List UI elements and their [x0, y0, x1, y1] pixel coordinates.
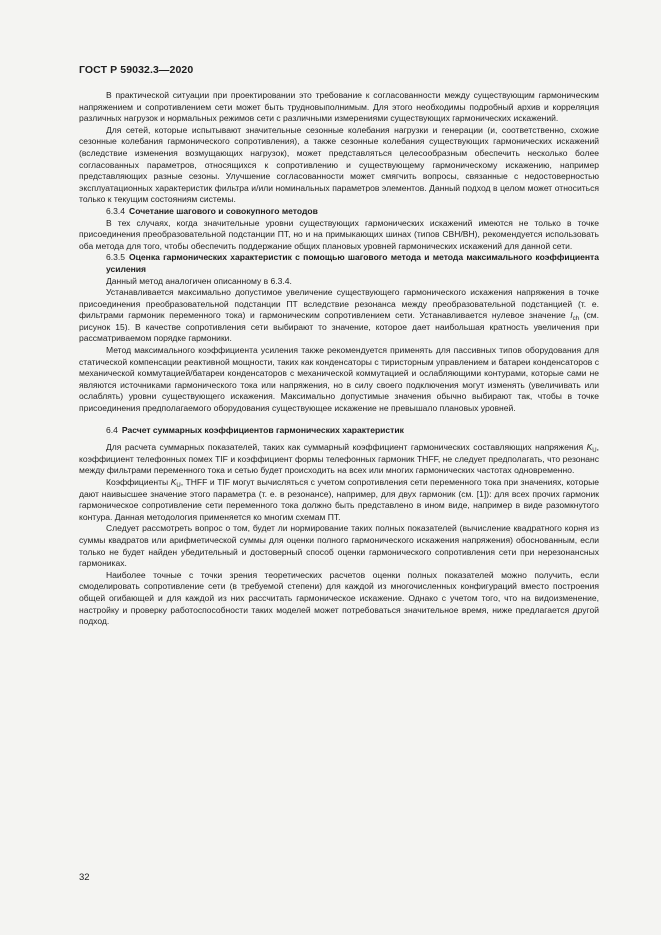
- document-code-header: ГОСТ Р 59032.3—2020: [79, 64, 194, 76]
- paragraph-text: , THFF и TIF могут вычисляться с учетом сопротивления сети переменного тока при значениях, которые дают наивысшее значение этого параметра (т. е. в резонансе), например, для двух гармоник (см. [1]): для всех прочих гармоник гармоническое сопротивление сети переменного тока должно быть представлено в ином виде, например в виде разомкнутого контура. Данная методология применяется ко многим схемам ПТ.: [79, 477, 599, 522]
- paragraph: В практической ситуации при проектировании это требование к согласованности между существующим гармоническим напряжением и сопротивлением сети может быть трудновыполнимым. Для этого необходимы подробный архив и корреляция различных нагрузок и нормальных режимов сети с различными измерениями существующих гармонических искажений.: [79, 90, 599, 124]
- paragraph: Наиболее точные с точки зрения теоретических расчетов оценки полных показателей можно получить, если смоделировать сопротивление сети (в требуемой степени) для каждой из многочисленных конфигураций вместо построения общей огибающей и для каждой из них рассчитать гармоническое искажение. Однако с учетом того, что на видоизменение, настройку и проверку работоспособности таких моделей может потребоваться значительное время, ниже предлагается другой подход.: [79, 569, 599, 627]
- symbol-subscript: сh: [572, 316, 579, 323]
- paragraph: [79, 287, 599, 345]
- section-number: 6.4: [106, 424, 118, 435]
- document-body: [79, 90, 599, 628]
- paragraph: Данный метод аналогичен описанному в 6.3.4.: [106, 275, 292, 286]
- subsection-heading-6-3-4: [79, 206, 599, 218]
- subsection-heading-6-3-5: [79, 252, 599, 275]
- paragraph: Для сетей, которые испытывают значительные сезонные колебания нагрузки и генерации (и, соответственно, схожие сезонные колебания гармонического сопротивления), а также сезонные колебания существующих гармонических искажений (вследствие изменения возмущающих нагрузок), может представляться целесообразным обеспечить несколько более согласованных параметров, относящихся к сопротивлению и существующему гармоническому искажению, например представляющих разные сезоны. Улучшение согласованности может смягчить вопросы, связанные с недостоверностью эксплуатационных характеристик фильтра и/или номинальных параметров элементов. Данный подход в целом может относиться только к текущим состояниям системы.: [79, 124, 599, 205]
- symbol: K: [170, 477, 177, 487]
- paragraph-text: Для расчета суммарных показателей, таких как суммарный коэффициент гармонических составляющих напряжения: [106, 442, 587, 453]
- symbol: I: [570, 310, 573, 321]
- subsection-number: 6.3.4: [106, 205, 126, 216]
- paragraph: Метод максимального коэффициента усиления также рекомендуется применять для пассивных типов оборудования для статической компенсации реактивной мощности, таких как конденсаторы с тиристорным управлением и батареи конденсаторов с механической коммутацией/батареи конденсаторов с механической коммутацией и ослабляющими контурами, которые сами не являются источниками гармонического тока или напряжения, но в силу своего подключения могут изменять (увеличивать или ослаблять) уровни существующего искажения. Максимально допустимые значения обычно выбирают так, чтобы в точке присоединения предполагаемого оборудования существующее искажение не превышало плановых уровней.: [79, 345, 599, 414]
- subsection-title: Оценка гармонических характеристик с помощью шагового метода и метода максимального коэффициента усиления: [106, 252, 599, 274]
- symbol: K: [586, 442, 593, 453]
- paragraph-text: , коэффициент телефонных помех TIF и коэффициент формы телефонных гармоник THFF, не следует предполагать, что резонанс между фильтрами переменного тока и сетью будет происходить на всех или многих гармонических частотах одновременно.: [79, 442, 599, 476]
- paragraph-text: Коэффициенты: [106, 477, 171, 487]
- subsection-number: 6.3.5: [106, 252, 126, 263]
- paragraph: [79, 477, 599, 523]
- paragraph-text: (см. рисунок 15). В качестве сопротивления сети выбирают то значение, которое дает наибольшая кратность увеличения при рассматриваемом порядке гармоники.: [79, 310, 599, 344]
- symbol-subscript: U: [176, 483, 181, 489]
- page-number: 32: [79, 872, 90, 883]
- paragraph-text: Устанавливается максимально допустимое увеличение существующего гармонического искажения напряжения в точке присоединения преобразовательной подстанции ПТ вследствие резонанса между преобразовательной подстанцией (т. е. фильтрами гармоник переменного тока) и гармоническим сопротивлением сети. Устанавливается нулевое значение: [79, 287, 599, 321]
- subsection-title: Сочетание шагового и совокупного методов: [129, 205, 318, 216]
- section-title: Расчет суммарных коэффициентов гармонических характеристик: [121, 424, 404, 435]
- paragraph: В тех случаях, когда значительные уровни существующих гармонических искажений имеются не только в точке присоединения преобразовательной подстанции ПТ, но и на примыкающих шинах (типов СВН/ВН), рекомендуется использовать оба метода для того, чтобы обеспечить поддержание общих плановых уровней гармонических искажений для данной сети.: [79, 217, 599, 251]
- symbol-subscript: U: [592, 448, 597, 455]
- section-heading-6-4: [79, 425, 599, 437]
- paragraph: [79, 442, 599, 477]
- paragraph: Следует рассмотреть вопрос о том, будет ли нормирование таких полных показателей (вычисление квадратного корня из суммы квадратов или арифметической суммы для оценки полного гармонического искажения напряжения) обоснованным, если только не будет найден убедительный и достоверный способ оценки гармонического сопротивления сети при нерезонансных гармониках.: [79, 523, 599, 569]
